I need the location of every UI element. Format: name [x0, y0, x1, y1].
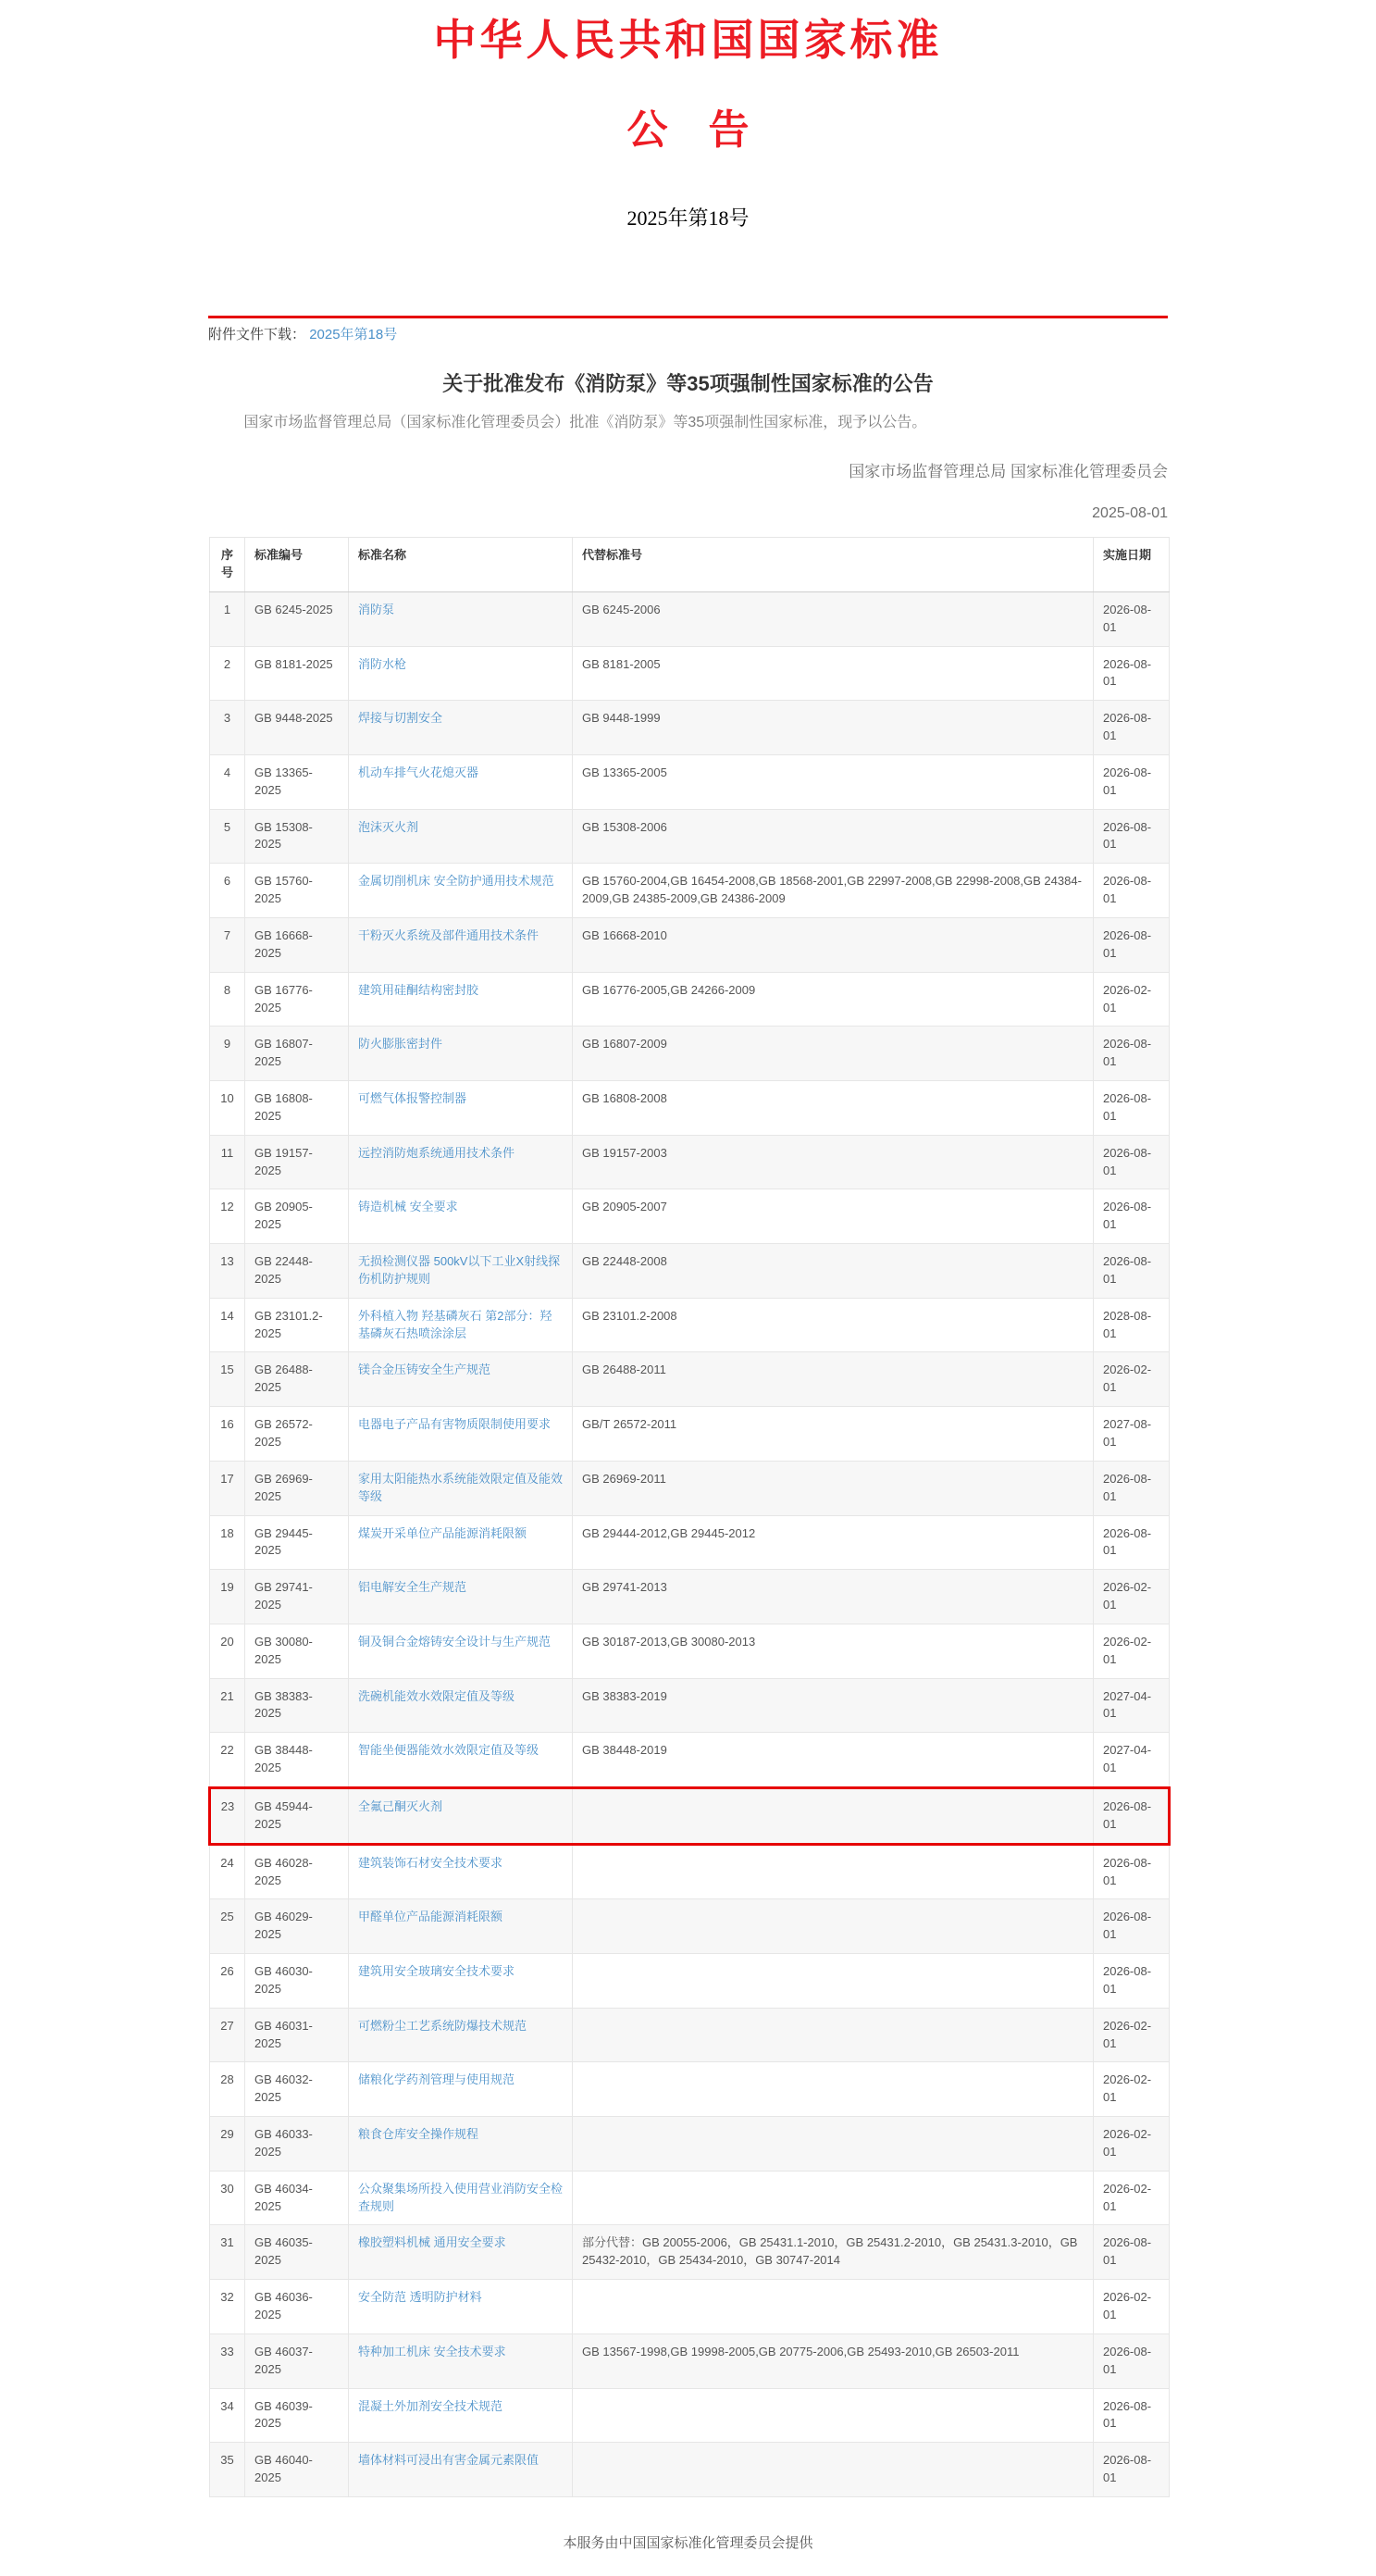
row-number-cell: 2 — [210, 646, 245, 701]
standard-code-cell: GB 46033-2025 — [245, 2117, 349, 2172]
standard-name-cell — [349, 646, 573, 701]
table-row — [210, 2171, 1170, 2225]
standard-name-cell — [349, 1787, 573, 1844]
standard-name-link[interactable]: 远控消防炮系统通用技术条件 — [358, 1145, 515, 1160]
row-number-cell: 16 — [210, 1407, 245, 1462]
implementation-date-cell: 2026-08-01 — [1094, 1189, 1170, 1244]
standard-code-cell: GB 46031-2025 — [245, 2008, 349, 2062]
footer-text: 本服务由中国国家标准化管理委员会提供 — [563, 2534, 813, 2551]
implementation-date-cell: 2026-08-01 — [1094, 2225, 1170, 2280]
standard-name-link[interactable]: 焊接与切割安全 — [358, 711, 443, 726]
standard-name-link[interactable]: 建筑用硅酮结构密封胶 — [358, 982, 479, 997]
row-number-cell: 13 — [210, 1244, 245, 1299]
row-number-cell: 23 — [210, 1787, 245, 1844]
implementation-date-cell: 2026-08-01 — [1094, 1954, 1170, 2009]
implementation-date-cell: 2026-02-01 — [1094, 2280, 1170, 2334]
replaced-standards-cell: GB 20905-2007 — [573, 1189, 1094, 1244]
implementation-date-cell: 2026-02-01 — [1094, 2008, 1170, 2062]
row-number-cell: 8 — [210, 972, 245, 1027]
standard-name-link[interactable]: 消防泵 — [358, 602, 395, 616]
column-header-replaced: 代替标准号 — [573, 538, 1094, 592]
standard-code-cell: GB 6245-2025 — [245, 591, 349, 646]
standard-name-link[interactable]: 混凝土外加剂安全技术规范 — [358, 2398, 503, 2413]
table-row — [210, 1352, 1170, 1407]
row-number-cell: 29 — [210, 2117, 245, 2172]
standard-name-cell — [349, 2280, 573, 2334]
table-row — [210, 701, 1170, 755]
standard-code-cell: GB 46040-2025 — [245, 2443, 349, 2497]
table-row — [210, 1787, 1170, 1844]
standard-name-cell — [349, 1027, 573, 1081]
standard-code-cell: GB 13365-2025 — [245, 754, 349, 809]
standard-code-cell: GB 38448-2025 — [245, 1733, 349, 1788]
standard-code-cell: GB 15760-2025 — [245, 864, 349, 918]
row-number-cell: 32 — [210, 2280, 245, 2334]
table-row — [210, 972, 1170, 1027]
standard-name-cell — [349, 809, 573, 864]
table-row — [210, 2062, 1170, 2117]
standard-code-cell: GB 29445-2025 — [245, 1515, 349, 1570]
standard-code-cell: GB 45944-2025 — [245, 1787, 349, 1844]
replaced-standards-cell — [573, 1954, 1094, 2009]
implementation-date-cell: 2026-08-01 — [1094, 809, 1170, 864]
row-number-cell: 19 — [210, 1570, 245, 1624]
replaced-standards-cell: GB 26969-2011 — [573, 1461, 1094, 1515]
standard-code-cell: GB 16807-2025 — [245, 1027, 349, 1081]
replaced-standards-cell: GB 6245-2006 — [573, 591, 1094, 646]
replaced-standards-cell — [573, 2443, 1094, 2497]
replaced-standards-cell: GB 16807-2009 — [573, 1027, 1094, 1081]
replaced-standards-cell: GB 38448-2019 — [573, 1733, 1094, 1788]
row-number-cell: 22 — [210, 1733, 245, 1788]
standard-name-link[interactable]: 金属切削机床 安全防护通用技术规范 — [358, 874, 554, 889]
table-row — [210, 1461, 1170, 1515]
standard-name-link[interactable]: 无损检测仪器 500kV以下工业X射线探伤机防护规则 — [358, 1254, 561, 1286]
implementation-date-cell: 2026-08-01 — [1094, 1027, 1170, 1081]
standard-code-cell: GB 26969-2025 — [245, 1461, 349, 1515]
attachment-row — [208, 318, 1168, 346]
publish-date: 2025-08-01 — [1092, 504, 1168, 521]
replaced-standards-cell: GB 38383-2019 — [573, 1678, 1094, 1733]
row-number-cell: 5 — [210, 809, 245, 864]
implementation-date-cell: 2026-02-01 — [1094, 1352, 1170, 1407]
standard-code-cell: GB 46034-2025 — [245, 2171, 349, 2225]
row-number-cell: 28 — [210, 2062, 245, 2117]
table-row — [210, 1298, 1170, 1352]
implementation-date-cell: 2026-08-01 — [1094, 2333, 1170, 2388]
implementation-date-cell: 2026-08-01 — [1094, 646, 1170, 701]
page-subtitle: 公 告 — [626, 107, 750, 154]
implementation-date-cell: 2027-08-01 — [1094, 1407, 1170, 1462]
implementation-date-cell: 2026-08-01 — [1094, 2388, 1170, 2443]
standard-name-link[interactable]: 干粉灭火系统及部件通用技术条件 — [358, 927, 539, 942]
standard-code-cell: GB 46028-2025 — [245, 1844, 349, 1899]
standard-name-link[interactable]: 电器电子产品有害物质限制使用要求 — [358, 1417, 552, 1432]
replaced-standards-cell: GB 13365-2005 — [573, 754, 1094, 809]
standard-name-link[interactable]: 安全防范 透明防护材料 — [358, 2290, 482, 2305]
implementation-date-cell: 2027-04-01 — [1094, 1733, 1170, 1788]
replaced-standards-cell: GB 16668-2010 — [573, 917, 1094, 972]
standard-name-cell — [349, 1189, 573, 1244]
standard-name-cell — [349, 1954, 573, 2009]
standard-name-cell — [349, 754, 573, 809]
table-row — [210, 2225, 1170, 2280]
announcement-page — [208, 0, 1168, 2576]
row-number-cell: 34 — [210, 2388, 245, 2443]
column-header-no: 序号 — [210, 538, 245, 592]
implementation-date-cell: 2026-08-01 — [1094, 1899, 1170, 1954]
row-number-cell: 25 — [210, 1899, 245, 1954]
attachment-label: 附件文件下载： — [208, 326, 306, 342]
table-row — [210, 1678, 1170, 1733]
standard-name-link[interactable]: 墙体材料可浸出有害金属元素限值 — [358, 2453, 539, 2468]
standard-name-cell — [349, 2225, 573, 2280]
table-row — [210, 2333, 1170, 2388]
replaced-standards-cell: GB 16776-2005,GB 24266-2009 — [573, 972, 1094, 1027]
table-row — [210, 646, 1170, 701]
standard-code-cell: GB 26572-2025 — [245, 1407, 349, 1462]
replaced-standards-cell — [573, 2117, 1094, 2172]
row-number-cell: 10 — [210, 1081, 245, 1136]
implementation-date-cell: 2026-08-01 — [1094, 1461, 1170, 1515]
standard-name-cell — [349, 1515, 573, 1570]
standard-name-link[interactable]: 智能坐便器能效水效限定值及等级 — [358, 1743, 539, 1758]
standard-name-link[interactable]: 全氟己酮灭火剂 — [358, 1798, 443, 1813]
table-row — [210, 1899, 1170, 1954]
replaced-standards-cell: GB 13567-1998,GB 19998-2005,GB 20775-2006,GB 25493-2010,GB 26503-2011 — [573, 2333, 1094, 2388]
replaced-standards-cell — [573, 2062, 1094, 2117]
standard-name-cell — [349, 917, 573, 972]
standard-name-cell — [349, 972, 573, 1027]
replaced-standards-cell: GB 26488-2011 — [573, 1352, 1094, 1407]
implementation-date-cell: 2026-02-01 — [1094, 2062, 1170, 2117]
standard-name-link[interactable]: 家用太阳能热水系统能效限定值及能效等级 — [358, 1471, 564, 1503]
standard-code-cell: GB 46039-2025 — [245, 2388, 349, 2443]
table-row — [210, 2008, 1170, 2062]
standard-name-link[interactable]: 煤炭开采单位产品能源消耗限额 — [358, 1525, 527, 1540]
standard-code-cell: GB 26488-2025 — [245, 1352, 349, 1407]
standard-name-link[interactable]: 防火膨胀密封件 — [358, 1037, 443, 1052]
replaced-standards-cell: GB 15308-2006 — [573, 809, 1094, 864]
table-row — [210, 1189, 1170, 1244]
row-number-cell: 18 — [210, 1515, 245, 1570]
implementation-date-cell: 2026-02-01 — [1094, 972, 1170, 1027]
standard-name-cell — [349, 1081, 573, 1136]
replaced-standards-cell: GB 30187-2013,GB 30080-2013 — [573, 1624, 1094, 1678]
replaced-standards-cell: GB 23101.2-2008 — [573, 1298, 1094, 1352]
implementation-date-cell: 2026-02-01 — [1094, 2171, 1170, 2225]
table-row — [210, 809, 1170, 864]
standard-name-cell — [349, 1570, 573, 1624]
row-number-cell: 9 — [210, 1027, 245, 1081]
implementation-date-cell: 2026-08-01 — [1094, 1081, 1170, 1136]
row-number-cell: 12 — [210, 1189, 245, 1244]
standard-code-cell: GB 16776-2025 — [245, 972, 349, 1027]
standard-name-cell — [349, 1678, 573, 1733]
table-row — [210, 1733, 1170, 1788]
implementation-date-cell: 2026-08-01 — [1094, 2443, 1170, 2497]
attachment-link[interactable]: 2025年第18号 — [309, 326, 398, 342]
standard-name-cell — [349, 864, 573, 918]
implementation-date-cell: 2026-08-01 — [1094, 754, 1170, 809]
replaced-standards-cell: GB 22448-2008 — [573, 1244, 1094, 1299]
implementation-date-cell: 2026-08-01 — [1094, 591, 1170, 646]
standard-code-cell: GB 19157-2025 — [245, 1135, 349, 1189]
column-header-implement-date: 实施日期 — [1094, 538, 1170, 592]
replaced-standards-cell — [573, 2008, 1094, 2062]
implementation-date-cell: 2026-08-01 — [1094, 1515, 1170, 1570]
standard-name-link[interactable]: 特种加工机床 安全技术要求 — [358, 2344, 506, 2358]
standard-name-link[interactable]: 铝电解安全生产规范 — [358, 1580, 467, 1595]
table-row — [210, 1244, 1170, 1299]
table-header-row — [210, 538, 1170, 592]
standard-name-cell — [349, 1899, 573, 1954]
standard-name-link[interactable]: 公众聚集场所投入使用营业消防安全检查规则 — [358, 2181, 564, 2213]
replaced-standards-cell: GB 29741-2013 — [573, 1570, 1094, 1624]
standard-code-cell: GB 30080-2025 — [245, 1624, 349, 1678]
standard-code-cell: GB 15308-2025 — [245, 809, 349, 864]
replaced-standards-cell: GB 19157-2003 — [573, 1135, 1094, 1189]
standard-name-link[interactable]: 铜及铜合金熔铸安全设计与生产规范 — [358, 1634, 552, 1649]
standard-name-link[interactable]: 洗碗机能效水效限定值及等级 — [358, 1688, 515, 1703]
page-title: 中华人民共和国国家标准 — [433, 17, 943, 64]
table-row — [210, 1081, 1170, 1136]
standard-name-link[interactable]: 可燃粉尘工艺系统防爆技术规范 — [358, 2018, 527, 2033]
standard-code-cell: GB 46030-2025 — [245, 1954, 349, 2009]
standard-name-cell — [349, 1624, 573, 1678]
standard-name-link[interactable]: 储粮化学药剂管理与使用规范 — [358, 2072, 515, 2087]
row-number-cell: 3 — [210, 701, 245, 755]
implementation-date-cell: 2026-08-01 — [1094, 1787, 1170, 1844]
standard-name-link[interactable]: 消防水枪 — [358, 656, 407, 671]
standard-name-cell — [349, 1135, 573, 1189]
table-row — [210, 1027, 1170, 1081]
standard-code-cell: GB 38383-2025 — [245, 1678, 349, 1733]
table-row — [210, 1135, 1170, 1189]
standard-name-link[interactable]: 粮食仓库安全操作规程 — [358, 2127, 479, 2142]
implementation-date-cell: 2026-08-01 — [1094, 701, 1170, 755]
standard-name-cell — [349, 2062, 573, 2117]
table-row — [210, 1624, 1170, 1678]
standard-code-cell: GB 22448-2025 — [245, 1244, 349, 1299]
standard-name-link[interactable]: 外科植入物 羟基磷灰石 第2部分：羟基磷灰石热喷涂涂层 — [358, 1308, 552, 1340]
standard-code-cell: GB 46029-2025 — [245, 1899, 349, 1954]
standards-table — [208, 537, 1171, 2497]
standard-code-cell: GB 46032-2025 — [245, 2062, 349, 2117]
standard-name-cell — [349, 2171, 573, 2225]
row-number-cell: 17 — [210, 1461, 245, 1515]
standard-name-link[interactable]: 可燃气体报警控制器 — [358, 1091, 467, 1106]
row-number-cell: 27 — [210, 2008, 245, 2062]
row-number-cell: 1 — [210, 591, 245, 646]
standard-name-link[interactable]: 机动车排气火花熄灭器 — [358, 765, 479, 779]
standard-code-cell: GB 46036-2025 — [245, 2280, 349, 2334]
replaced-standards-cell — [573, 1787, 1094, 1844]
implementation-date-cell: 2027-04-01 — [1094, 1678, 1170, 1733]
row-number-cell: 33 — [210, 2333, 245, 2388]
standard-name-cell — [349, 2443, 573, 2497]
standard-code-cell: GB 8181-2025 — [245, 646, 349, 701]
row-number-cell: 24 — [210, 1844, 245, 1899]
implementation-date-cell: 2026-02-01 — [1094, 1624, 1170, 1678]
row-number-cell: 15 — [210, 1352, 245, 1407]
issue-number: 2025年第18号 — [626, 205, 750, 230]
row-number-cell: 11 — [210, 1135, 245, 1189]
row-number-cell: 7 — [210, 917, 245, 972]
issuer-signature: 国家市场监督管理总局 国家标准化管理委员会 — [849, 462, 1168, 480]
implementation-date-cell: 2026-08-01 — [1094, 917, 1170, 972]
table-row — [210, 864, 1170, 918]
replaced-standards-cell — [573, 2388, 1094, 2443]
replaced-standards-cell — [573, 2171, 1094, 2225]
row-number-cell: 6 — [210, 864, 245, 918]
table-row — [210, 1844, 1170, 1899]
standard-code-cell: GB 16668-2025 — [245, 917, 349, 972]
column-header-name: 标准名称 — [349, 538, 573, 592]
standard-name-cell — [349, 2008, 573, 2062]
replaced-standards-cell — [573, 1899, 1094, 1954]
replaced-standards-cell: GB 29444-2012,GB 29445-2012 — [573, 1515, 1094, 1570]
standard-code-cell: GB 20905-2025 — [245, 1189, 349, 1244]
table-row — [210, 2388, 1170, 2443]
standard-name-cell — [349, 2333, 573, 2388]
standard-name-cell — [349, 1407, 573, 1462]
row-number-cell: 30 — [210, 2171, 245, 2225]
implementation-date-cell: 2026-02-01 — [1094, 2117, 1170, 2172]
row-number-cell: 20 — [210, 1624, 245, 1678]
replaced-standards-cell — [573, 1844, 1094, 1899]
table-row — [210, 2443, 1170, 2497]
replaced-standards-cell: 部分代替：GB 20055-2006，GB 25431.1-2010，GB 25431.2-2010，GB 25431.3-2010，GB 25432-2010，GB 25434-2010，GB 30747-2014 — [573, 2225, 1094, 2280]
standard-code-cell: GB 9448-2025 — [245, 701, 349, 755]
table-row — [210, 2280, 1170, 2334]
row-number-cell: 31 — [210, 2225, 245, 2280]
standard-name-cell — [349, 2388, 573, 2443]
standard-code-cell: GB 23101.2-2025 — [245, 1298, 349, 1352]
standard-name-link[interactable]: 甲醛单位产品能源消耗限额 — [358, 1910, 503, 1924]
notice-body: 国家市场监督管理总局（国家标准化管理委员会）批准《消防泵》等35项强制性国家标准，现予以公告。 — [243, 415, 927, 431]
standard-name-link[interactable]: 铸造机械 安全要求 — [358, 1200, 458, 1214]
implementation-date-cell: 2026-08-01 — [1094, 1244, 1170, 1299]
standards-table-body — [210, 591, 1170, 2496]
row-number-cell: 21 — [210, 1678, 245, 1733]
standard-name-cell — [349, 1298, 573, 1352]
replaced-standards-cell: GB 15760-2004,GB 16454-2008,GB 18568-2001,GB 22997-2008,GB 22998-2008,GB 24384-2009,GB 24385-2009,GB 24386-2009 — [573, 864, 1094, 918]
standard-name-cell — [349, 1733, 573, 1788]
row-number-cell: 14 — [210, 1298, 245, 1352]
replaced-standards-cell: GB 9448-1999 — [573, 701, 1094, 755]
implementation-date-cell: 2026-08-01 — [1094, 864, 1170, 918]
standard-code-cell: GB 16808-2025 — [245, 1081, 349, 1136]
standard-name-cell — [349, 701, 573, 755]
standard-name-cell — [349, 1352, 573, 1407]
row-number-cell: 26 — [210, 1954, 245, 2009]
standard-name-link[interactable]: 建筑装饰石材安全技术要求 — [358, 1855, 503, 1870]
row-number-cell: 4 — [210, 754, 245, 809]
standard-name-cell — [349, 1461, 573, 1515]
standard-name-cell — [349, 2117, 573, 2172]
standard-code-cell: GB 29741-2025 — [245, 1570, 349, 1624]
standard-code-cell: GB 46035-2025 — [245, 2225, 349, 2280]
implementation-date-cell: 2026-02-01 — [1094, 1570, 1170, 1624]
table-row — [210, 1515, 1170, 1570]
standard-name-cell — [349, 1844, 573, 1899]
table-row — [210, 591, 1170, 646]
implementation-date-cell: 2026-08-01 — [1094, 1135, 1170, 1189]
standard-name-link[interactable]: 橡胶塑料机械 通用安全要求 — [358, 2235, 506, 2250]
row-number-cell: 35 — [210, 2443, 245, 2497]
standard-name-link[interactable]: 泡沫灭火剂 — [358, 819, 419, 834]
table-row — [210, 1954, 1170, 2009]
replaced-standards-cell: GB 8181-2005 — [573, 646, 1094, 701]
table-row — [210, 917, 1170, 972]
standard-name-cell — [349, 1244, 573, 1299]
notice-heading: 关于批准发布《消防泵》等35项强制性国家标准的公告 — [442, 371, 934, 395]
table-row — [210, 754, 1170, 809]
table-row — [210, 1570, 1170, 1624]
implementation-date-cell: 2028-08-01 — [1094, 1298, 1170, 1352]
table-row — [210, 2117, 1170, 2172]
standard-name-cell — [349, 591, 573, 646]
column-header-code: 标准编号 — [245, 538, 349, 592]
table-row — [210, 1407, 1170, 1462]
standard-name-link[interactable]: 建筑用安全玻璃安全技术要求 — [358, 1964, 515, 1979]
replaced-standards-cell: GB 16808-2008 — [573, 1081, 1094, 1136]
replaced-standards-cell — [573, 2280, 1094, 2334]
implementation-date-cell: 2026-08-01 — [1094, 1844, 1170, 1899]
replaced-standards-cell: GB/T 26572-2011 — [573, 1407, 1094, 1462]
standard-code-cell: GB 46037-2025 — [245, 2333, 349, 2388]
standard-name-link[interactable]: 镁合金压铸安全生产规范 — [358, 1363, 491, 1377]
